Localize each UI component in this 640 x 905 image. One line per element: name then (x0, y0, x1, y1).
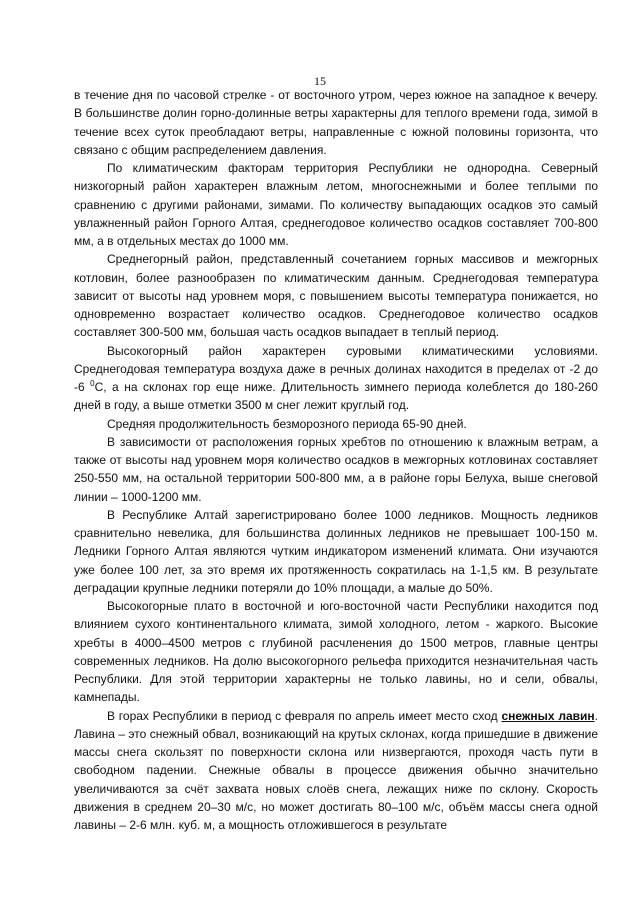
paragraph-glaciers: В Республике Алтай зарегистрировано более 1000 ледников. Мощность ледников сравнительно невелика, для большинства долинных ледников не превышает 100-150 м. Ледники Горного Алтая являются чутким индикатором изменений климата. Они изучаются уже более 100 лет, за это время их протяженность сократилась на 1-1,5 км. В результате деградации крупные ледники потеряли до 10% площади, а малые до 50%. (74, 507, 598, 595)
paragraph-winds: в течение дня по часовой стрелке - от восточного утром, через южное на западное к вечеру. В большинстве долин горно-долинные ветры характерны для теплого времени года, зимой в течение всех суток преобладают ветры, направленные с южной половины горизонта, что связано с общим распределением давления. (74, 88, 598, 157)
degree-superscript: 0 (90, 379, 95, 388)
paragraph-midmountain-district: Среднегорный район, представленный сочетанием горных массивов и межгорных котловин, более разнообразен по климатическим данным. Среднегодовая температура зависит от высоты над уровнем моря, с повышением высоты температура понижается, но одновременно возрастает количество осадков. Среднегодовое количество осадков составляет 300-500 мм, большая часть осадков выпадает в теплый период. (74, 252, 598, 340)
paragraph-plateaus: Высокогорные плато в восточной и юго-восточной части Республики находится под влиянием сухого континентального климата, зимой холодного, летом - жаркого. Высокие хребты в 4000–4500 метров с глубиной расчленения до 1500 метров, главные центры современных ледников. На долю высокогорного рельефа приходится незначительная часть Республики. Для этой территории характерны не только лавины, но и сели, обвалы, камнепады. (74, 599, 598, 705)
paragraph-precipitation: В зависимости от расположения горных хребтов по отношению к влажным ветрам, а также от высоты над уровнем моря количество осадков в межгорных котловинах составляет 250-550 мм, на остальной территории 500-800 мм, а в районе горы Белуха, выше снеговой линии – 1000-1200 мм. (74, 434, 598, 504)
highlighted-term: снежных лавин (501, 708, 595, 723)
paragraph-text: . Лавина – это снежный обвал, возникающий на крутых склонах, когда пришедшие в движение массы снега скользят по поверхности склона или низвергаются, проходя часть пути в свободном падении. Снежные обвалы в процессе движения обычно значительно увеличиваются за счёт захвата новых слоёв снега, лежащих ниже по склону. Скорость движения в среднем 20–30 м/с, но может достигать 80–100 м/с, объём массы снега одной лавины – 2-6 млн. куб. м, а мощность отложившегося в результате (74, 708, 598, 832)
paragraph-frost-free: Средняя продолжительность безморозного периода 65-90 дней. (107, 416, 467, 431)
paragraph-text: Высокогорный район характерен суровыми климатическими условиями. Среднегодовая температура воздуха даже в речных долинах находится в пределах от -2 до -6 (74, 343, 598, 394)
paragraph-highmountain-district (74, 342, 598, 415)
page-number: 15 (314, 74, 326, 88)
paragraph-text: С, а на склонах гор еще ниже. Длительность зимнего периода колеблется до 180-260 дней в году, а выше отметки 3500 м снег лежит круглый год. (74, 380, 598, 413)
paragraph-text: В горах Республики в период с февраля по апрель имеет место сход (107, 708, 502, 723)
paragraph-avalanches (74, 707, 598, 835)
paragraph-northern-district: По климатическим факторам территория Республики не однородна. Северный низкогорный район характерен влажным летом, многоснежными и более теплыми по сравнению с другими районами, зимами. По количеству выпадающих осадков это самый увлажненный район Горного Алтая, среднегодовое количество осадков составляет 700-800 мм, а в отдельных местах до 1000 мм. (74, 161, 598, 248)
body-text (74, 86, 598, 834)
